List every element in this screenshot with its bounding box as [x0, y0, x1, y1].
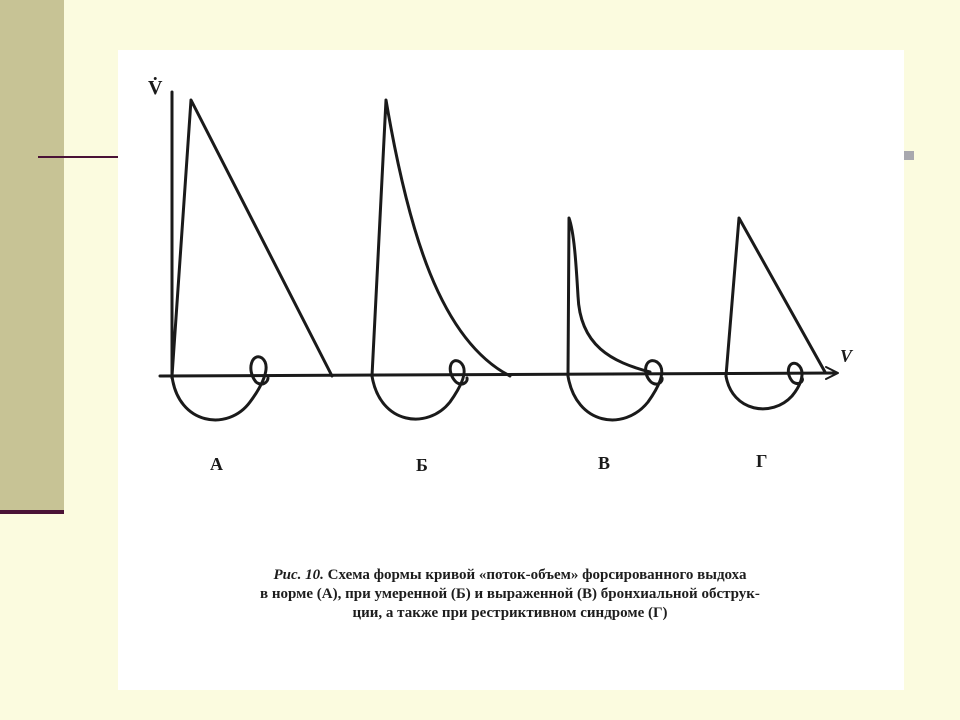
- curve-b-inspiration: [372, 361, 467, 419]
- curve-c-expiration: [568, 218, 650, 376]
- curve-d: [726, 218, 825, 409]
- curve-b-label: Б: [416, 455, 428, 475]
- curve-a: [172, 100, 332, 420]
- caption-line-1: [150, 566, 870, 585]
- curve-b-expiration: [372, 100, 510, 376]
- x-axis: [160, 373, 836, 376]
- curve-b: [372, 100, 510, 419]
- curve-d-expiration: [726, 218, 825, 376]
- caption-line-1-text: Схема формы кривой «поток-объем» форсированного выдоха: [323, 567, 747, 583]
- figure-caption: [150, 566, 870, 623]
- curve-c: [568, 218, 662, 420]
- curve-c-label: В: [598, 453, 611, 473]
- curve-d-label: Г: [756, 451, 768, 471]
- curve-a-expiration: [172, 100, 332, 376]
- caption-line-3: ции, а также при рестриктивном синдроме (Г): [352, 605, 668, 621]
- x-axis-label: V: [840, 346, 853, 366]
- curve-d-inspiration: [726, 363, 802, 409]
- y-axis-label: V̇: [148, 77, 163, 99]
- curve-c-inspiration: [568, 361, 662, 420]
- caption-figure-ref: Рис. 10.: [273, 567, 324, 583]
- caption-line-2: в норме (А), при умеренной (Б) и выраженной (В) бронхиальной обструк-: [260, 586, 760, 602]
- curve-a-inspiration: [172, 357, 268, 420]
- curve-a-label: А: [210, 454, 223, 474]
